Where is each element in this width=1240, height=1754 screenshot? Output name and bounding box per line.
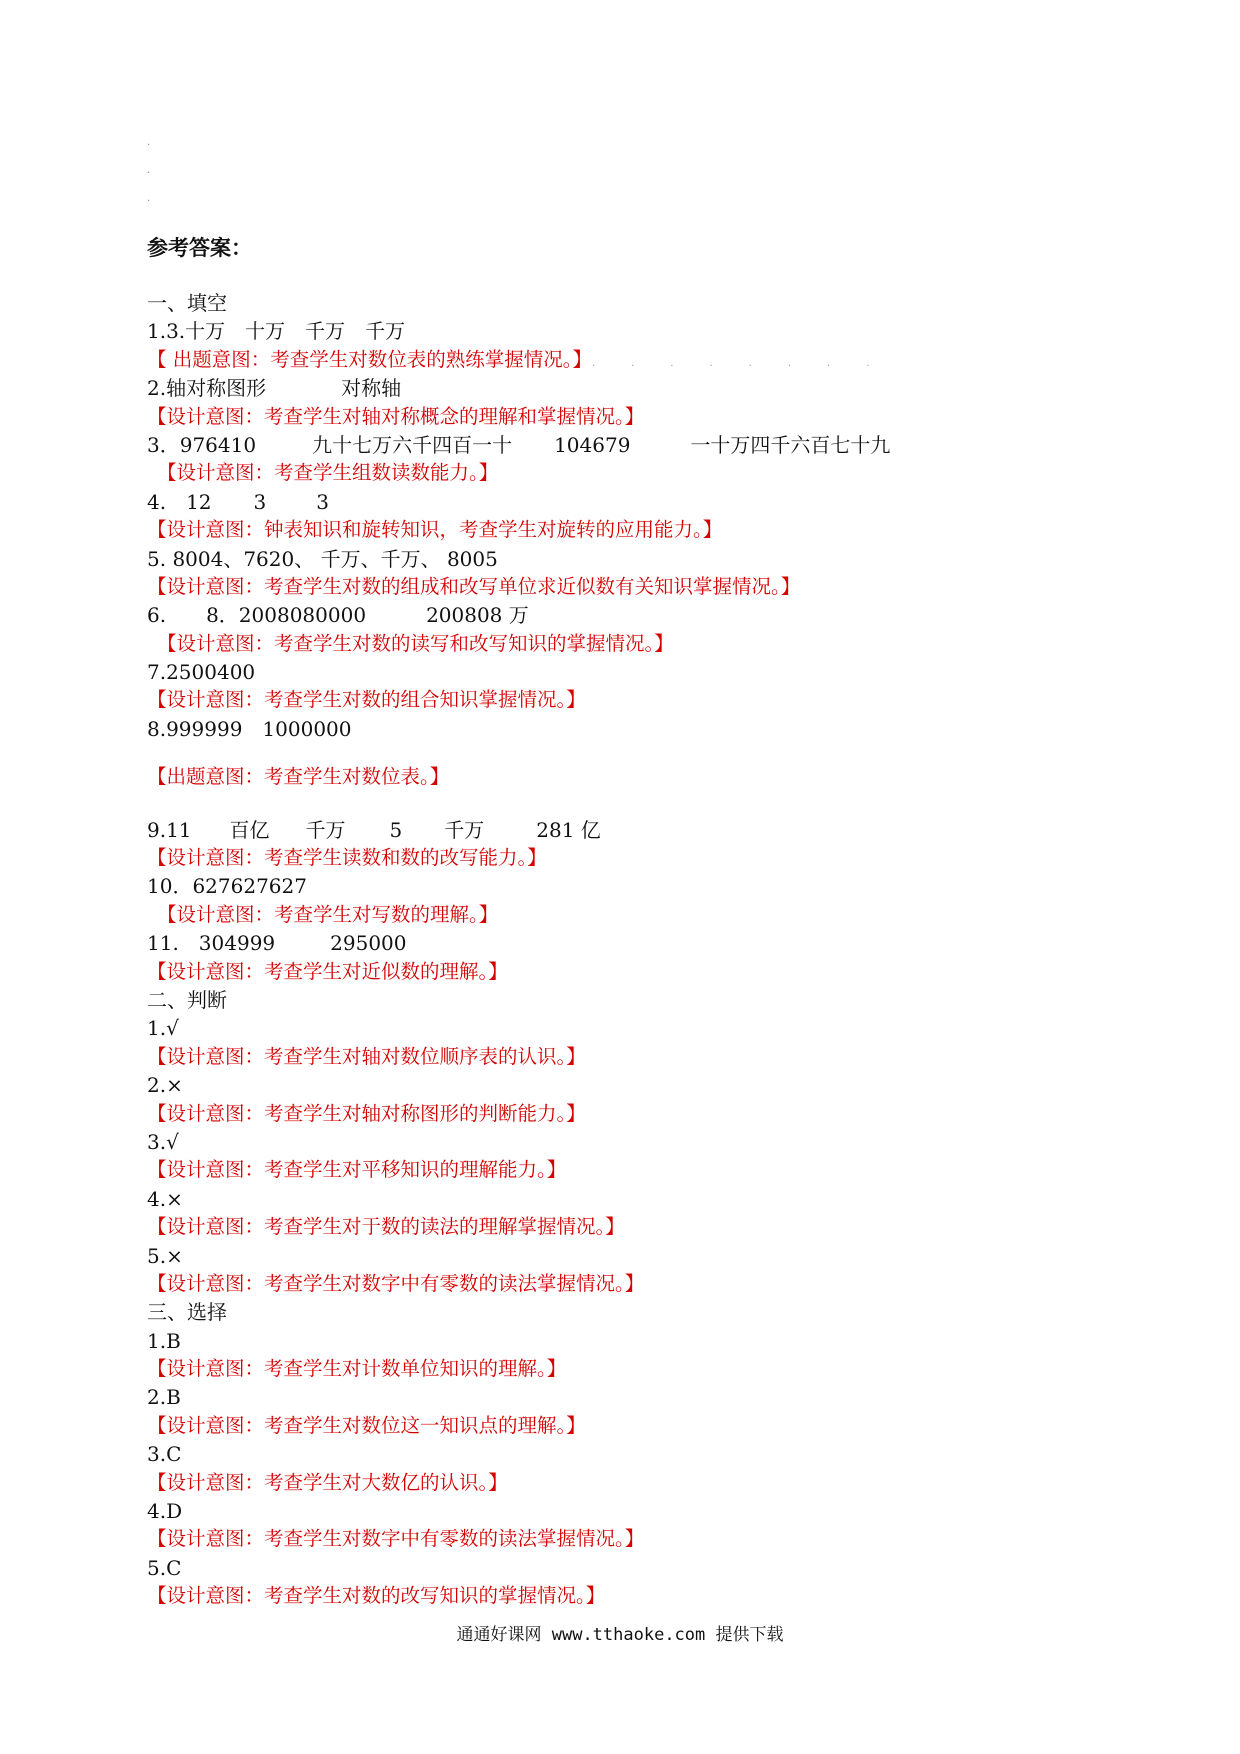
intent-note: 【设计意图：考查学生读数和数的改写能力。】 <box>147 846 547 870</box>
answer-part: 千万 <box>444 817 485 842</box>
section-heading-judge: 二、判断 <box>147 987 227 1012</box>
answer-part: 5 <box>389 817 403 842</box>
answer-part: 281 亿 <box>536 817 601 842</box>
intent-note <box>147 346 1147 374</box>
intent-note: 【设计意图：考查学生对数的组成和改写单位求近似数有关知识掌握情况。】 <box>147 574 801 598</box>
margin-dots <box>147 138 150 222</box>
intent-note <box>147 630 1147 658</box>
intent-note: 【设计意图：考查学生对数位这一知识点的理解。】 <box>147 1413 586 1437</box>
answer-part: 6. 8．2008080000 <box>147 603 367 628</box>
note-text: 【设计意图：考查学生对数的读写和改写知识的掌握情况。】 <box>157 631 674 655</box>
answer-part: 295000 <box>330 931 407 956</box>
intent-note <box>147 459 1147 487</box>
answer-part: 11. 304999 <box>147 931 276 956</box>
intent-note: 【设计意图：考查学生对数的组合知识掌握情况。】 <box>147 688 586 712</box>
answer-part: 一十万四千六百七十九 <box>690 432 891 457</box>
answer-line: 5. 8004、7620、 千万、千万、 8005 <box>147 546 498 571</box>
answer-line: 3.C <box>147 1442 182 1467</box>
answer-part: 200808 万 <box>426 603 529 628</box>
note-text: 【设计意图：考查学生对写数的理解。】 <box>157 902 499 926</box>
intent-note: 【设计意图：考查学生对平移知识的理解能力。】 <box>147 1158 567 1182</box>
answer-part: 9.11 <box>147 817 192 842</box>
answer-part: 九十七万六千四百一十 <box>312 432 513 457</box>
answer-line: 1.3.十万 十万 千万 千万 <box>147 319 406 344</box>
answer-content <box>147 289 1147 1611</box>
answer-line: 8.999999 1000000 <box>147 716 352 741</box>
answer-part: 3 <box>316 489 329 514</box>
answer-part: 百亿 <box>229 817 270 842</box>
intent-note: 【设计意图：考查学生对数字中有零数的读法掌握情况。】 <box>147 1271 645 1295</box>
page-title: 参考答案： <box>147 236 252 260</box>
dot: . <box>147 137 151 148</box>
answer-line: 7.2500400 <box>147 660 256 685</box>
answer-part: 千万 <box>305 817 346 842</box>
answer-part: 2.轴对称图形 <box>147 376 267 401</box>
intent-note: 【设计意图：考查学生对于数的读法的理解掌握情况。】 <box>147 1215 625 1239</box>
answer-line <box>147 929 1147 957</box>
answer-line: 1.B <box>147 1328 181 1353</box>
intent-note: 【设计意图：考查学生对数字中有零数的读法掌握情况。】 <box>147 1527 645 1551</box>
intent-note: 【设计意图：考查学生对大数亿的认识。】 <box>147 1470 508 1494</box>
answer-line <box>147 374 1147 402</box>
intent-note <box>147 901 1147 929</box>
answer-part: 3 <box>253 489 267 514</box>
dot: . <box>147 193 151 204</box>
answer-line: 3.√ <box>147 1129 179 1154</box>
note-text: 【 出题意图：考查学生对数位表的熟练掌握情况。】 <box>147 347 592 371</box>
dot: . <box>147 165 151 176</box>
section-heading-fill: 一、填空 <box>147 291 227 315</box>
trailing-dots: ........ <box>591 357 906 369</box>
page-footer: 通通好课网 www.tthaoke.com 提供下载 <box>456 1625 784 1645</box>
answer-line: 2.B <box>147 1385 181 1410</box>
answer-part: 4. 12 <box>147 489 212 514</box>
answer-line: 4.× <box>147 1186 183 1211</box>
answer-part: 104679 <box>554 432 631 457</box>
intent-note: 【设计意图：考查学生对轴对称图形的判断能力。】 <box>147 1101 586 1125</box>
intent-note: 【设计意图：考查学生对数的改写知识的掌握情况。】 <box>147 1584 606 1608</box>
intent-note: 【设计意图：钟表知识和旋转知识，考查学生对旋转的应用能力。】 <box>147 518 723 542</box>
intent-note: 【设计意图：考查学生对轴对数位顺序表的认识。】 <box>147 1044 586 1068</box>
answer-line: 2.× <box>147 1073 183 1098</box>
intent-note: 【设计意图：考查学生对计数单位知识的理解。】 <box>147 1357 567 1381</box>
answer-line <box>147 816 1147 844</box>
answer-line <box>147 601 1147 629</box>
intent-note: 【设计意图：考查学生对轴对称概念的理解和掌握情况。】 <box>147 404 645 428</box>
intent-note: 【出题意图：考查学生对数位表。】 <box>147 765 450 789</box>
answer-line <box>147 431 1147 459</box>
answer-line: 5.× <box>147 1243 183 1268</box>
note-text: 【设计意图：考查学生组数读数能力。】 <box>157 461 499 485</box>
answer-line: 1.√ <box>147 1016 179 1041</box>
answer-line <box>147 488 1147 516</box>
intent-note: 【设计意图：考查学生对近似数的理解。】 <box>147 959 508 983</box>
answer-line: 4.D <box>147 1499 183 1524</box>
answer-part: 3．976410 <box>147 432 257 457</box>
answer-part: 对称轴 <box>341 376 402 401</box>
section-heading-choice: 三、选择 <box>147 1300 227 1325</box>
answer-line: 5.C <box>147 1555 182 1580</box>
answer-line: 10．627627627 <box>147 874 307 899</box>
